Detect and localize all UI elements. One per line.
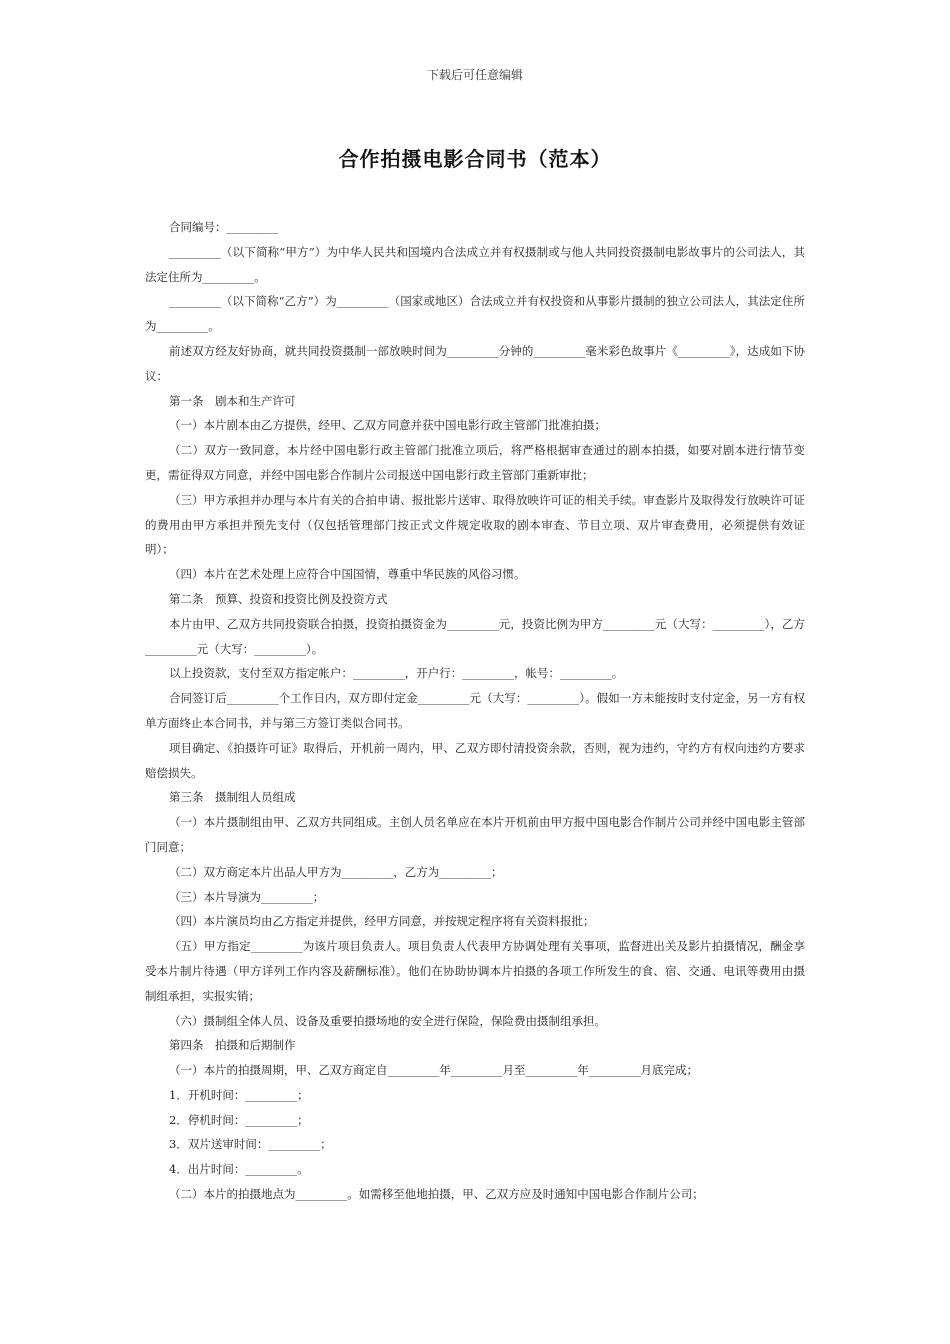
paragraph-party-a: _________（以下简称“甲方”）为中华人民共和国境内合法成立并有权摄制或与他人共同投资摄制电影故事片的公司法人，其法定住所为_________。 bbox=[145, 244, 805, 284]
article-3-item-1: （一）本片摄制组由甲、乙双方共同组成。主创人员名单应在本片开机前由甲方报中国电影合作制片公司并经中国电影主管部门同意； bbox=[145, 815, 805, 854]
article-2-deposit: 合同签订后_________个工作日内，双方即付定金_________元（大写：_________）。假如一方未能按时支付定金，另一方有权单方面终止本合同书，并与第三方签订类似合同书。 bbox=[145, 691, 805, 730]
article-2-investment: 本片由甲、乙双方共同投资联合拍摄，投资拍摄资金为_________元，投资比例为甲方_________元（大写：_________），乙方_________元（大写：_________）。 bbox=[145, 616, 805, 656]
article-1-item-3: （三）甲方承担并办理与本片有关的合拍申请、报批影片送审、取得放映许可证的相关手续。审查影片及取得发行放映许可证的费用由甲方承担并预先支付（仅包括管理部门按正式文件规定收取的剧本审查、节目立项、双片审查费用，必须提供有效证明）； bbox=[145, 492, 805, 557]
article-3-item-2: （二）双方商定本片出品人甲方为_________，乙方为_________； bbox=[169, 864, 503, 879]
document-title: 合作拍摄电影合同书（范本） bbox=[338, 147, 612, 171]
article-2-heading: 第二条 预算、投资和投资比例及投资方式 bbox=[169, 591, 388, 606]
article-4-stop-time: 2．停机时间：_________； bbox=[169, 1112, 309, 1127]
article-3-heading: 第三条 摄制组人员组成 bbox=[169, 790, 296, 805]
article-4-heading: 第四条 拍摄和后期制作 bbox=[169, 1038, 296, 1053]
article-2-account: 以上投资款，支付至双方指定帐户：_________，开户行：_________，帐号：_________。 bbox=[169, 666, 624, 681]
article-3-item-6: （六）摄制组全体人员、设备及重要拍摄场地的安全进行保险，保险费由摄制组承担。 bbox=[169, 1013, 606, 1028]
article-4-item-1: （一）本片的拍摄周期，甲、乙双方商定自_________年_________月至_________年_________月底完成； bbox=[169, 1063, 698, 1078]
article-3-item-5: （五）甲方指定_________为该片项目负责人。项目负责人代表甲方协调处理有关事项，监督进出关及影片拍摄情况，酬金享受本片制片待遇（甲方详列工作内容及薪酬标准）。他们在协助协调本片拍摄的各项工作所发生的食、宿、交通、电讯等费用由摄制组承担，实报实销； bbox=[145, 939, 805, 1003]
article-4-start-time: 1．开机时间：_________； bbox=[169, 1087, 309, 1102]
article-1-item-1: （一）本片剧本由乙方提供，经甲、乙双方同意并获中国电影行政主管部门批准拍摄； bbox=[169, 418, 606, 433]
paragraph-contract-number: 合同编号：_________ bbox=[169, 220, 279, 234]
paragraph-party-b: _________（以下简称“乙方”）为_________（国家或地区）合法成立并有权投资和从事影片摄制的独立公司法人，其法定住所为_________。 bbox=[145, 294, 805, 334]
contract-body bbox=[145, 215, 805, 1207]
article-3-item-4: （四）本片演员均由乙方指定并提供，经甲方同意，并按规定程序将有关资料报批； bbox=[169, 914, 595, 929]
article-4-review-time: 3．双片送审时间：_________； bbox=[169, 1137, 332, 1152]
article-1-heading: 第一条 剧本和生产许可 bbox=[169, 393, 296, 408]
article-2-balance: 项目确定、《拍摄许可证》取得后，开机前一周内，甲、乙双方即付清投资余款，否则，视为违约，守约方有权向违约方要求赔偿损失。 bbox=[145, 740, 805, 780]
page-header: 下载后可任意编辑 bbox=[426, 68, 523, 82]
paragraph-preamble: 前述双方经友好协商，就共同投资摄制一部放映时间为_________分钟的_________毫米彩色故事片《_________》，达成如下协议： bbox=[145, 343, 805, 383]
article-4-item-2: （二）本片的拍摄地点为_________。如需移至他地拍摄，甲、乙双方应及时通知中国电影合作制片公司； bbox=[169, 1187, 704, 1202]
article-1-item-2: （二）双方一致同意，本片经中国电影行政主管部门批准立项后，将严格根据审查通过的剧本拍摄，如要对剧本进行情节变更，需征得双方同意，并经中国电影合作制片公司报送中国电影行政主管部门重新审批； bbox=[145, 443, 805, 482]
article-3-item-3: （三）本片导演为_________； bbox=[169, 889, 325, 904]
article-1-item-4: （四）本片在艺术处理上应符合中国国情，尊重中华民族的风俗习惯。 bbox=[169, 567, 526, 582]
article-4-release-time: 4．出片时间：_________。 bbox=[169, 1162, 309, 1177]
